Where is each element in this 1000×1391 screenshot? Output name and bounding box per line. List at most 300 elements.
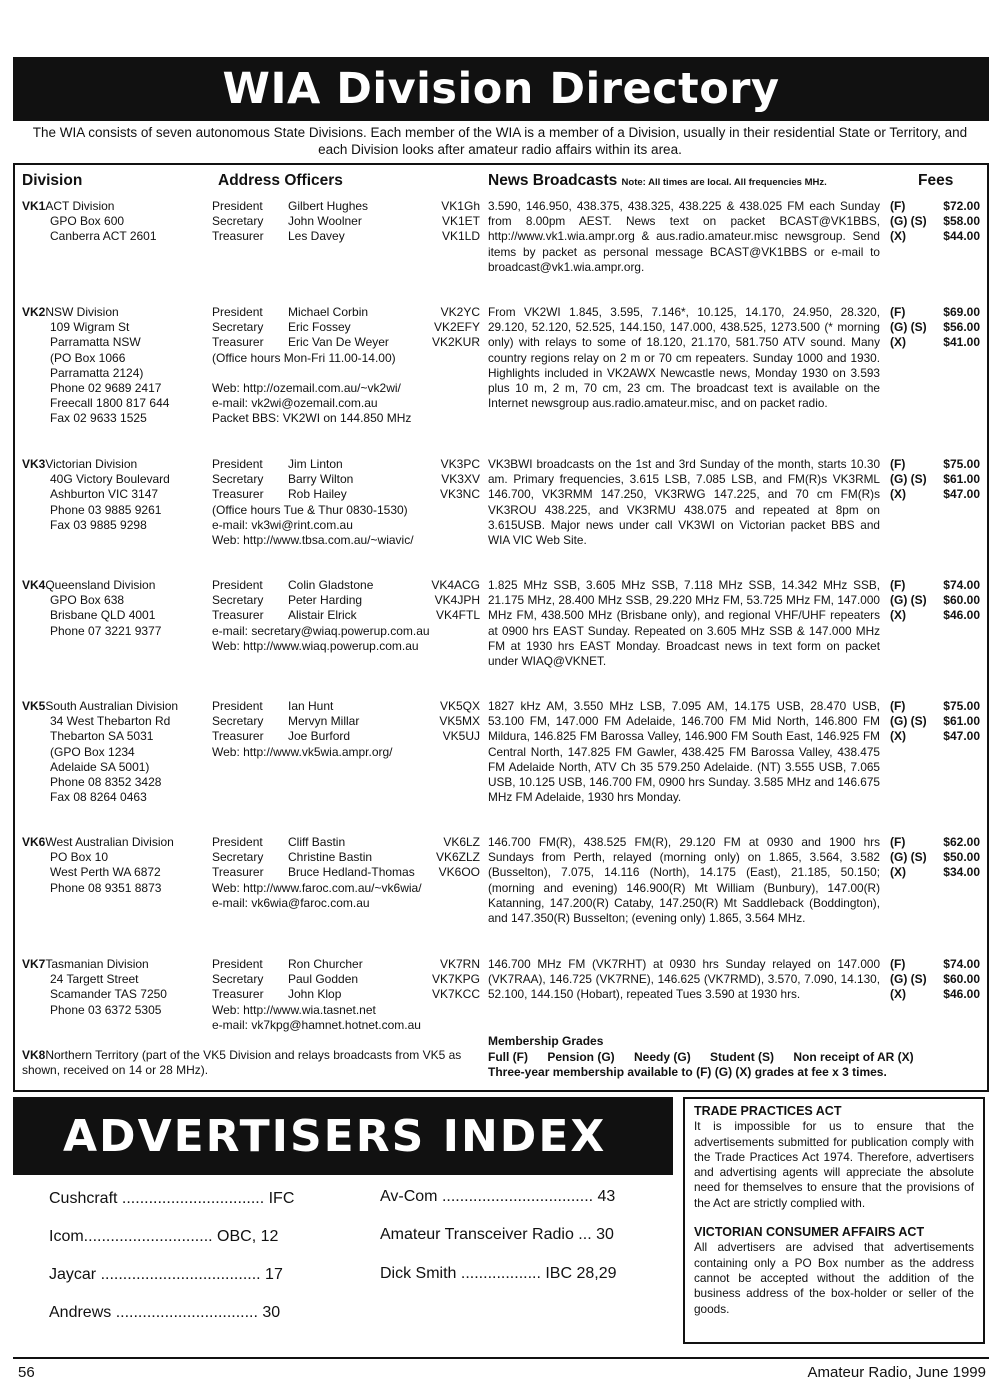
grades-note: Three-year membership available to (F) (G) (X) grades at fee x 3 times. [488, 1065, 887, 1079]
address-line [22, 411, 212, 426]
address-line [22, 305, 212, 320]
officer-callsign: VK6ZLZ [435, 850, 480, 865]
grade-non-receipt: Non receipt of AR (X) [793, 1049, 914, 1064]
officer-role: Secretary [212, 320, 264, 335]
officer-callsign: VK7KPG [431, 972, 480, 987]
fee-amount: $47.00 [943, 487, 980, 502]
fee-row [890, 987, 980, 1002]
footer-divider [13, 1357, 989, 1359]
officer-name: John Klop [288, 987, 342, 1002]
division-code: VK4 [22, 578, 46, 592]
fee-amount: $44.00 [943, 229, 980, 244]
officer-contact: e-mail: vk2wi@ozemail.com.au [212, 396, 378, 411]
header-news-note: Note: All times are local. All frequencies MHz. [621, 177, 827, 188]
address-text: Thebarton SA 5031 [50, 729, 154, 744]
grades-items [488, 1050, 930, 1066]
publication-info: Amateur Radio, June 1999 [807, 1364, 986, 1381]
header-division: Division [22, 172, 83, 189]
address-text: Phone 08 8352 3428 [50, 775, 162, 790]
officer-callsign: VK4JPH [434, 593, 480, 608]
officer-row [212, 714, 480, 729]
address-text: Fax 02 9633 1525 [50, 411, 147, 426]
officer-role: Treasurer [212, 487, 264, 502]
advertiser-jaycar: Jaycar .................................... 17 [49, 1266, 283, 1283]
division-address-vk5 [22, 699, 212, 805]
page-title: WIA Division Directory [222, 64, 780, 114]
fee-row [890, 199, 980, 214]
division-address-vk6 [22, 835, 212, 896]
fee-grade: (G) (S) [890, 320, 927, 335]
officer-row [212, 608, 480, 623]
officer-name: Joe Burford [288, 729, 351, 744]
address-text: 34 West Thebarton Rd [50, 714, 171, 729]
address-text: Phone 08 9351 8873 [50, 880, 162, 895]
fee-grade: (G) (S) [890, 214, 927, 229]
fees-vk2 [890, 305, 980, 351]
fee-row [890, 335, 980, 350]
officer-row [212, 320, 480, 335]
address-text: PO Box 10 [50, 850, 109, 865]
division-code: VK5 [22, 699, 46, 713]
fee-amount: $34.00 [943, 865, 980, 880]
page-number: 56 [18, 1364, 35, 1381]
address-line [22, 578, 212, 593]
fee-row [890, 957, 980, 972]
officer-callsign: VK4ACG [431, 578, 480, 592]
news-broadcast-vk5: 1827 kHz AM, 3.550 MHz LSB, 7.095 AM, 14.175 USB, 28.470 USB, 53.100 FM, 147.000 FM Adelaide, 146.700 FM Mid North, 146.800 FM Mildura, 146.825 FM Barossa Valley, 146.900 FM South East, 146.925 FM Central North, 147.825 FM Gawler, 438.425 FM Barossa Valley, 438.475 FM Adelaide North, ATV Ch 35 579.250 Adelaide. (NT) 3.555 USB, 7.065 USB, 10.125 USB, 146.700 FM, 0900 hrs Sunday. 3.585 MHz and 146.675 MHz FM Adelaide, 1930 hrs Monday. [488, 699, 880, 805]
officer-callsign: VK2EFY [433, 320, 480, 335]
officer-row [212, 699, 480, 714]
fees-vk3 [890, 457, 980, 503]
fee-grade: (X) [890, 229, 906, 244]
officer-row [212, 472, 480, 487]
fees-vk4 [890, 578, 980, 624]
grade-full: Full (F) [488, 1049, 528, 1064]
officers-vk6 [212, 835, 480, 911]
consumer-affairs-text: All advertisers are advised that advertisements containing only a PO Box number as the address cannot be accepted without the addition of the business address of the box-holder or seller of the goods. [694, 1240, 974, 1316]
fee-grade: (G) (S) [890, 593, 927, 608]
address-line [22, 214, 212, 229]
officer-row [212, 335, 480, 350]
fee-amount: $74.00 [943, 578, 980, 592]
address-text: (PO Box 1066 [50, 350, 126, 365]
fee-row [890, 320, 980, 335]
officer-name: Rob Hailey [288, 487, 347, 502]
fee-row [890, 457, 980, 472]
address-text: Parramatta NSW [50, 335, 141, 350]
officer-row [212, 729, 480, 744]
fee-amount: $41.00 [943, 335, 980, 350]
address-text: Freecall 1800 817 644 [50, 396, 170, 411]
officer-role: Secretary [212, 593, 264, 608]
address-line [22, 714, 212, 729]
fee-row [890, 835, 980, 850]
address-text: Adelaide SA 5001) [50, 759, 150, 774]
officer-contact [212, 366, 480, 381]
news-broadcast-vk4: 1.825 MHz SSB, 3.605 MHz SSB, 7.118 MHz SSB, 14.342 MHz SSB, 21.175 MHz, 28.400 MHz SSB, 29.220 MHz FM, 53.725 MHz FM, 147.000 MHz FM, 438.500 MHz (Brisbane only), and regional VHF/UHF repeaters at 0900 hrs EAST Sunday. Repeated on 3.605 MHz SSB & 147.000 MHz FM at 1930 hrs EAST Monday. Broadcast news in text form on packet under WIAQ@VKNET. [488, 578, 880, 669]
officer-contact: e-mail: secretary@wiaq.powerup.com.au [212, 623, 430, 638]
address-text: West Perth WA 6872 [50, 865, 161, 880]
officer-callsign: VK5UJ [442, 729, 480, 744]
advertisers-title: ADVERTISERS INDEX [63, 1110, 607, 1162]
officers-vk5 [212, 699, 480, 760]
fee-row [890, 699, 980, 714]
address-text: ACT Division [45, 199, 115, 213]
address-line [22, 518, 212, 533]
officer-row [212, 305, 480, 320]
officer-callsign: VK7RN [439, 957, 480, 971]
address-line [22, 396, 212, 411]
officer-contact: Packet BBS: VK2WI on 144.850 MHz [212, 411, 412, 426]
fee-amount: $46.00 [943, 608, 980, 623]
officer-callsign: VK3PC [440, 457, 480, 471]
officer-name: Eric Van De Weyer [288, 335, 389, 350]
officer-name: Christine Bastin [288, 850, 373, 865]
officer-callsign: VK5MX [439, 714, 480, 729]
header-fees: Fees [918, 172, 954, 189]
fee-row [890, 472, 980, 487]
address-line [22, 850, 212, 865]
division-code: VK1 [22, 199, 46, 213]
fee-amount: $61.00 [943, 472, 980, 487]
trade-practices-title: TRADE PRACTICES ACT [694, 1104, 842, 1118]
address-line [22, 381, 212, 396]
officer-role: President [212, 699, 263, 713]
address-text: (GPO Box 1234 [50, 744, 135, 759]
officer-row [212, 578, 480, 593]
division-code: VK6 [22, 835, 46, 849]
address-text: 109 Wigram St [50, 320, 130, 335]
fee-row [890, 729, 980, 744]
address-text: 40G Victory Boulevard [50, 472, 170, 487]
fee-grade: (G) (S) [890, 850, 927, 865]
advertiser-avcom: Av-Com .................................. 43 [380, 1188, 616, 1205]
officer-contact: Web: http://ozemail.com.au/~vk2wi/ [212, 381, 401, 396]
fee-row [890, 214, 980, 229]
officer-role: President [212, 305, 263, 319]
fee-row [890, 578, 980, 593]
officers-vk3 [212, 457, 480, 548]
officer-callsign: VK5QX [439, 699, 480, 713]
officer-name: Gilbert Hughes [288, 199, 369, 213]
address-text: Queensland Division [45, 578, 156, 592]
officer-name: Ron Churcher [288, 957, 363, 971]
officer-row [212, 987, 480, 1002]
officer-name: Paul Godden [288, 972, 359, 987]
address-line [22, 760, 212, 775]
officers-vk4 [212, 578, 480, 654]
fees-vk1 [890, 199, 980, 245]
officer-role: Treasurer [212, 987, 264, 1002]
fee-grade: (F) [890, 699, 906, 713]
officer-callsign: VK3NC [439, 487, 480, 502]
fee-grade: (X) [890, 729, 906, 744]
officer-role: President [212, 457, 263, 471]
fee-row [890, 608, 980, 623]
address-text: NSW Division [45, 305, 119, 319]
news-broadcast-vk2: From VK2WI 1.845, 3.595, 7.146*, 10.125, 14.170, 24.950, 28.320, 29.120, 52.120, 52.525, 144.150, 147.000, 438.525, 1273.500 (* morning only) with relays to some of 18.120, 21.170, 581.750 ATV sound. Many country regions relay on 2 m or 70 cm repeaters. Sunday 1000 and 1930. Highlights included in VK2AWX Newcastle news, Monday 1930 on 3.593 plus 10 m, 2 m, 70 cm, 23 cm. The broadcast text is available on the Internet newsgroup aus.radio.amateur.misc, and on packet radio. [488, 305, 880, 411]
officer-callsign: VK1Gh [441, 199, 480, 213]
advertiser-dick-smith: Dick Smith .................. IBC 28,29 [380, 1265, 617, 1282]
fee-amount: $50.00 [943, 850, 980, 865]
address-text: Victorian Division [45, 457, 138, 471]
officer-name: Eric Fossey [288, 320, 351, 335]
address-line [22, 351, 212, 366]
officer-row [212, 199, 480, 214]
officer-contact: (Office hours Mon-Fri 11.00-14.00) [212, 350, 396, 365]
address-text: GPO Box 600 [50, 214, 125, 229]
officer-name: Colin Gladstone [288, 578, 374, 592]
grade-pension: Pension (G) [547, 1049, 615, 1064]
address-text: Phone 07 3221 9377 [50, 623, 162, 638]
fee-amount: $75.00 [943, 699, 980, 713]
fee-amount: $60.00 [943, 593, 980, 608]
officer-name: Peter Harding [288, 593, 363, 608]
officer-row [212, 972, 480, 987]
address-text: Parramatta 2124) [50, 365, 144, 380]
vk8-text: Northern Territory (part of the VK5 Division and relays broadcasts from VK5 as shown, received on 14 or 28 MHz). [22, 1048, 462, 1077]
grade-student: Student (S) [710, 1049, 775, 1064]
fee-grade: (F) [890, 957, 906, 971]
fee-grade: (X) [890, 608, 906, 623]
address-line [22, 624, 212, 639]
officer-role: President [212, 199, 263, 213]
fee-amount: $74.00 [943, 957, 980, 971]
officer-name: Michael Corbin [288, 305, 369, 319]
officer-name: Jim Linton [288, 457, 343, 471]
address-text: Tasmanian Division [45, 957, 149, 971]
fee-grade: (G) (S) [890, 972, 927, 987]
division-address-vk2 [22, 305, 212, 427]
header-address-officers: Address Officers [218, 172, 343, 189]
officer-role: Treasurer [212, 229, 264, 244]
address-text: Scamander TAS 7250 [50, 987, 167, 1002]
officer-contact: Web: http://www.vk5wia.ampr.org/ [212, 744, 393, 759]
title-banner [13, 57, 989, 121]
fee-amount: $69.00 [943, 305, 980, 319]
intro-text: The WIA consists of seven autonomous State Divisions. Each member of the WIA is a member of a Division, usually in their residential State or Territory, and each Division looks after amateur radio affairs within its area. [32, 125, 968, 157]
officer-callsign: VK1ET [441, 214, 480, 229]
fee-amount: $47.00 [943, 729, 980, 744]
officer-contact: e-mail: vk3wi@rint.com.au [212, 517, 353, 532]
officer-name: Bruce Hedland-Thomas [288, 865, 415, 880]
officer-name: Alistair Elrick [288, 608, 357, 623]
address-line [22, 972, 212, 987]
fee-amount: $58.00 [943, 214, 980, 229]
officer-callsign: VK2KUR [431, 335, 480, 350]
address-line [22, 608, 212, 623]
address-text: Phone 03 9885 9261 [50, 502, 162, 517]
fees-vk7 [890, 957, 980, 1003]
advertiser-icom: Icom............................. OBC, 12 [49, 1228, 279, 1245]
fee-grade: (X) [890, 987, 906, 1002]
membership-grades [488, 1034, 930, 1081]
address-text: GPO Box 638 [50, 593, 125, 608]
address-line [22, 745, 212, 760]
fee-grade: (G) (S) [890, 472, 927, 487]
fee-amount: $60.00 [943, 972, 980, 987]
officer-role: Secretary [212, 714, 264, 729]
address-text: Ashburton VIC 3147 [50, 487, 159, 502]
fee-grade: (F) [890, 199, 906, 213]
officer-callsign: VK7KCC [431, 987, 480, 1002]
address-text: 24 Targett Street [50, 972, 139, 987]
officer-row [212, 865, 480, 880]
officers-vk2 [212, 305, 480, 427]
address-text: West Australian Division [45, 835, 174, 849]
legal-notice-box [683, 1097, 985, 1344]
address-line [22, 229, 212, 244]
address-line [22, 729, 212, 744]
fee-amount: $75.00 [943, 457, 980, 471]
fee-amount: $61.00 [943, 714, 980, 729]
division-address-vk7 [22, 957, 212, 1018]
officer-callsign: VK1LD [441, 229, 480, 244]
officer-name: John Woolner [288, 214, 362, 229]
officer-contact: Web: http://www.wiaq.powerup.com.au [212, 638, 419, 653]
officer-callsign: VK4FTL [435, 608, 480, 623]
officer-row [212, 593, 480, 608]
address-line [22, 320, 212, 335]
address-text: Brisbane QLD 4001 [50, 608, 156, 623]
fee-grade: (F) [890, 578, 906, 592]
consumer-affairs-title: VICTORIAN CONSUMER AFFAIRS ACT [694, 1225, 925, 1240]
news-broadcast-vk7: 146.700 MHz FM (VK7RHT) at 0930 hrs Sunday relayed on 147.000 (VK7RAA), 146.725 (VK7RNE), 146.625 (VK7RMD), 3.570, 7.090, 14.130, 52.100, 144.150 (Hobart), repeated Tues 3.590 at 1930 hrs. [488, 957, 880, 1002]
fee-grade: (G) (S) [890, 714, 927, 729]
division-code: VK3 [22, 457, 46, 471]
officer-callsign: VK6LZ [443, 835, 480, 849]
officer-role: Treasurer [212, 335, 264, 350]
address-line [22, 775, 212, 790]
address-text: South Australian Division [45, 699, 179, 713]
advertiser-amateur-transceiver-radio: Amateur Transceiver Radio ... 30 [380, 1226, 614, 1243]
address-text: Fax 08 8264 0463 [50, 790, 147, 805]
officer-role: President [212, 957, 263, 971]
header-news [488, 172, 827, 190]
officer-row [212, 957, 480, 972]
address-line [22, 503, 212, 518]
header-news-label: News Broadcasts [488, 172, 618, 189]
fee-amount: $62.00 [943, 835, 980, 849]
fee-row [890, 850, 980, 865]
fee-row [890, 305, 980, 320]
fee-grade: (X) [890, 335, 906, 350]
officers-vk1 [212, 199, 480, 245]
fee-row [890, 487, 980, 502]
address-line [22, 987, 212, 1002]
division-address-vk4 [22, 578, 212, 639]
fee-amount: $46.00 [943, 987, 980, 1002]
address-line [22, 199, 212, 214]
officer-contact: e-mail: vk7kpg@hamnet.hotnet.com.au [212, 1017, 421, 1032]
fee-row [890, 714, 980, 729]
division-code: VK2 [22, 305, 46, 319]
vk8-entry [22, 1048, 472, 1078]
officer-row [212, 229, 480, 244]
address-line [22, 790, 212, 805]
officer-role: Treasurer [212, 608, 264, 623]
officer-name: Mervyn Millar [288, 714, 360, 729]
officer-role: Treasurer [212, 729, 264, 744]
fee-grade: (X) [890, 865, 906, 880]
officer-role: President [212, 835, 263, 849]
officer-role: Secretary [212, 214, 264, 229]
fee-amount: $56.00 [943, 320, 980, 335]
address-text: Phone 02 9689 2417 [50, 381, 162, 396]
fee-grade: (F) [890, 835, 906, 849]
address-line [22, 865, 212, 880]
officer-row [212, 457, 480, 472]
officer-contact: e-mail: vk6wia@faroc.com.au [212, 895, 370, 910]
fee-grade: (F) [890, 457, 906, 471]
address-line [22, 472, 212, 487]
officer-callsign: VK3XV [441, 472, 480, 487]
officer-role: Secretary [212, 472, 264, 487]
officer-row [212, 214, 480, 229]
fee-row [890, 865, 980, 880]
advertisers-banner [13, 1097, 673, 1175]
officer-name: Cliff Bastin [288, 835, 346, 849]
address-line [22, 335, 212, 350]
address-line [22, 957, 212, 972]
officer-role: Treasurer [212, 865, 264, 880]
officer-role: President [212, 578, 263, 592]
address-text: Phone 03 6372 5305 [50, 1002, 162, 1017]
address-text: Fax 03 9885 9298 [50, 517, 147, 532]
officer-role: Secretary [212, 850, 264, 865]
address-line [22, 366, 212, 381]
news-broadcast-vk6: 146.700 FM(R), 438.525 FM(R), 29.120 FM at 0930 and 1900 hrs Sundays from Perth, relayed (morning only) on 1.865, 3.564, 3.582 (Busselton), 7.075, 14.116 (North), 14.175 (East), 21.185, 50.150; (morning and evening) 146.900(R) Mt William (Bunbury), 147.00(R) Katanning, 147.200(R) Cataby, 147.250(R) Mt Saddleback (Boddington), and 147.350(R) Busselton; (evening only) 1.865, 3.564 MHz. [488, 835, 880, 926]
officer-name: Ian Hunt [288, 699, 334, 713]
division-address-vk1 [22, 199, 212, 245]
officer-callsign: VK2YC [440, 305, 480, 319]
officer-role: Secretary [212, 972, 264, 987]
division-address-vk3 [22, 457, 212, 533]
officer-contact: Web: http://www.wia.tasnet.net [212, 1002, 376, 1017]
trade-practices-text: It is impossible for us to ensure that the advertisements submitted for publication comply with the Trade Practices Act 1974. Therefore, advertisers and advertising agents will appreciate the absolute need for themselves to ensure that the provisions of the Act are strictly complied with. [694, 1119, 974, 1210]
address-line [22, 593, 212, 608]
vk8-code: VK8 [22, 1048, 46, 1062]
officer-name: Les Davey [288, 229, 345, 244]
officer-name: Barry Wilton [288, 472, 354, 487]
grade-needy: Needy (G) [634, 1049, 691, 1064]
address-line [22, 881, 212, 896]
news-broadcast-vk1: 3.590, 146.950, 438.375, 438.325, 438.225 & 438.025 FM each Sunday from 8.00pm AEST. News text on packet BCAST@VK1BBS, http://www.vk1.wia.ampr.org & aus.radio.amateur.misc newsgroup. Send items by packet as personal message BCAST@VK1BBS or e-mail to broadcast@vk1.wia.ampr.org. [488, 199, 880, 274]
address-line [22, 1003, 212, 1018]
officer-row [212, 835, 480, 850]
grades-title: Membership Grades [488, 1034, 604, 1048]
officer-callsign: VK6OO [438, 865, 480, 880]
news-broadcast-vk3: VK3BWI broadcasts on the 1st and 3rd Sunday of the month, starts 10.30 am. Primary frequencies, 3.615 LSB, 7.085 LSB, and FM(R)s VK3RML 146.700, VK3RMM 147.250, VK3RWG 147.225, and 70 cm FM(R)s VK3ROU 438.225, and VK3RMU 438.075 and repeated at 8pm on 3.615USB. Major news under call VK3WI on Victorian packet BBS and WIA VIC Web Site. [488, 457, 880, 548]
officer-contact: Web: http://www.tbsa.com.au/~wiavic/ [212, 533, 414, 548]
officer-row [212, 487, 480, 502]
fee-row [890, 229, 980, 244]
advertiser-cushcraft: Cushcraft ................................ IFC [49, 1190, 295, 1207]
fee-grade: (F) [890, 305, 906, 319]
officers-vk7 [212, 957, 480, 1033]
fees-vk5 [890, 699, 980, 745]
address-line [22, 457, 212, 472]
fees-vk6 [890, 835, 980, 881]
advertiser-andrews: Andrews ................................ 30 [49, 1304, 281, 1321]
address-text: Canberra ACT 2601 [50, 229, 157, 244]
officer-contact: (Office hours Tue & Thur 0830-1530) [212, 502, 408, 517]
fee-row [890, 972, 980, 987]
address-line [22, 487, 212, 502]
officer-row [212, 850, 480, 865]
fee-amount: $72.00 [943, 199, 980, 213]
address-line [22, 835, 212, 850]
